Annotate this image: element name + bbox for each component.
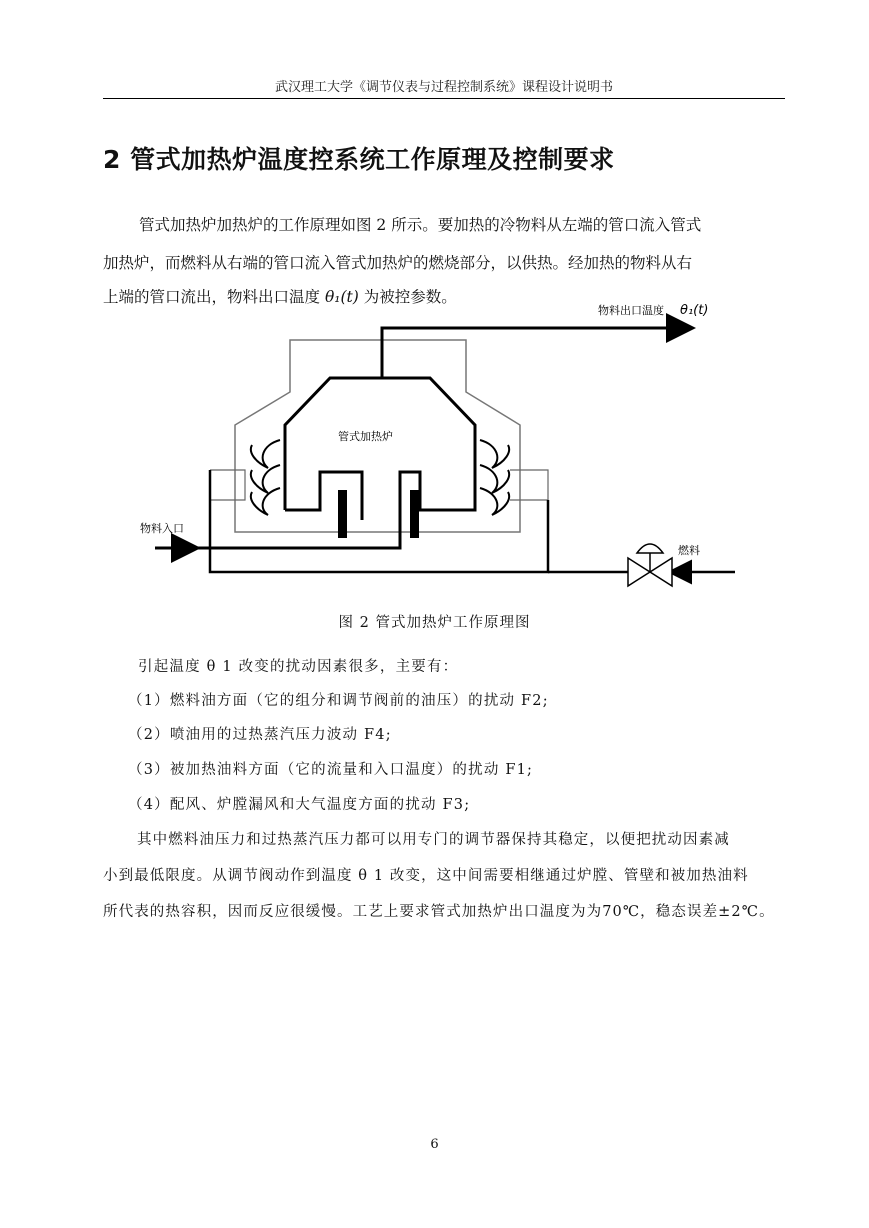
outlet-pipe — [382, 328, 690, 378]
control-valve — [628, 544, 672, 586]
fuel-label: 燃料 — [678, 544, 700, 557]
disturbance-item-3: （3）被加热油料方面（它的流量和入口温度）的扰动 F1; — [128, 762, 534, 778]
closing-line-1: 其中燃料油压力和过热蒸汽压力都可以用专门的调节器保持其稳定，以便把扰动因素减 — [137, 832, 730, 848]
furnace-body — [155, 378, 475, 548]
left-burner-feed — [210, 470, 245, 500]
furnace-label: 管式加热炉 — [338, 430, 393, 443]
disturbance-item-4: （4）配风、炉膛漏风和大气温度方面的扰动 F3; — [128, 797, 471, 813]
left-flames — [251, 440, 280, 515]
right-burner — [410, 490, 419, 538]
closing-line-2: 小到最低限度。从调节阀动作到温度 θ 1 改变，这中间需要相继通过炉膛、管壁和被加热油料 — [103, 868, 749, 884]
furnace-diagram — [0, 290, 869, 600]
page-number: 6 — [430, 1137, 439, 1152]
intro-line-2: 加热炉，而燃料从右端的管口流入管式加热炉的燃烧部分，以供热。经加热的物料从右 — [103, 254, 693, 272]
closing-paragraph — [103, 822, 785, 930]
right-burner-feed — [510, 470, 548, 500]
closing-line-3: 所代表的热容积，因而反应很缓慢。工艺上要求管式加热炉出口温度为为70℃，稳态误差±2℃。 — [103, 904, 775, 920]
section-title: 2 管式加热炉温度控系统工作原理及控制要求 — [103, 145, 615, 174]
intro-text-1: 管式加热炉加热炉的工作原理如图 2 所示。要加热的冷物料从左端的管口流入管式 — [139, 216, 702, 234]
furnace-inner-wall — [285, 472, 362, 520]
inlet-label: 物料入口 — [140, 522, 184, 535]
figure-caption: 图 2 管式加热炉工作原理图 — [338, 615, 531, 631]
intro-text-3a: 上端的管口流出，物料出口温度 — [103, 288, 325, 306]
header-rule — [103, 98, 785, 99]
disturbance-item-2: （2）喷油用的过热蒸汽压力波动 F4; — [128, 727, 392, 743]
outlet-theta: θ₁(t) — [680, 303, 709, 318]
theta-symbol: θ₁(t) — [324, 288, 359, 306]
outlet-label: 物料出口温度 — [598, 304, 664, 317]
disturbance-item-1: （1）燃料油方面（它的组分和调节阀前的油压）的扰动 F2; — [128, 693, 549, 709]
running-header: 武汉理工大学《调节仪表与过程控制系统》课程设计说明书 — [274, 80, 613, 95]
disturbance-intro: 引起温度 θ 1 改变的扰动因素很多，主要有： — [138, 659, 459, 675]
right-flames — [480, 440, 509, 515]
left-burner — [338, 490, 347, 538]
intro-line-1 — [103, 210, 783, 241]
intro-text-3b: 为被控参数。 — [358, 288, 457, 306]
